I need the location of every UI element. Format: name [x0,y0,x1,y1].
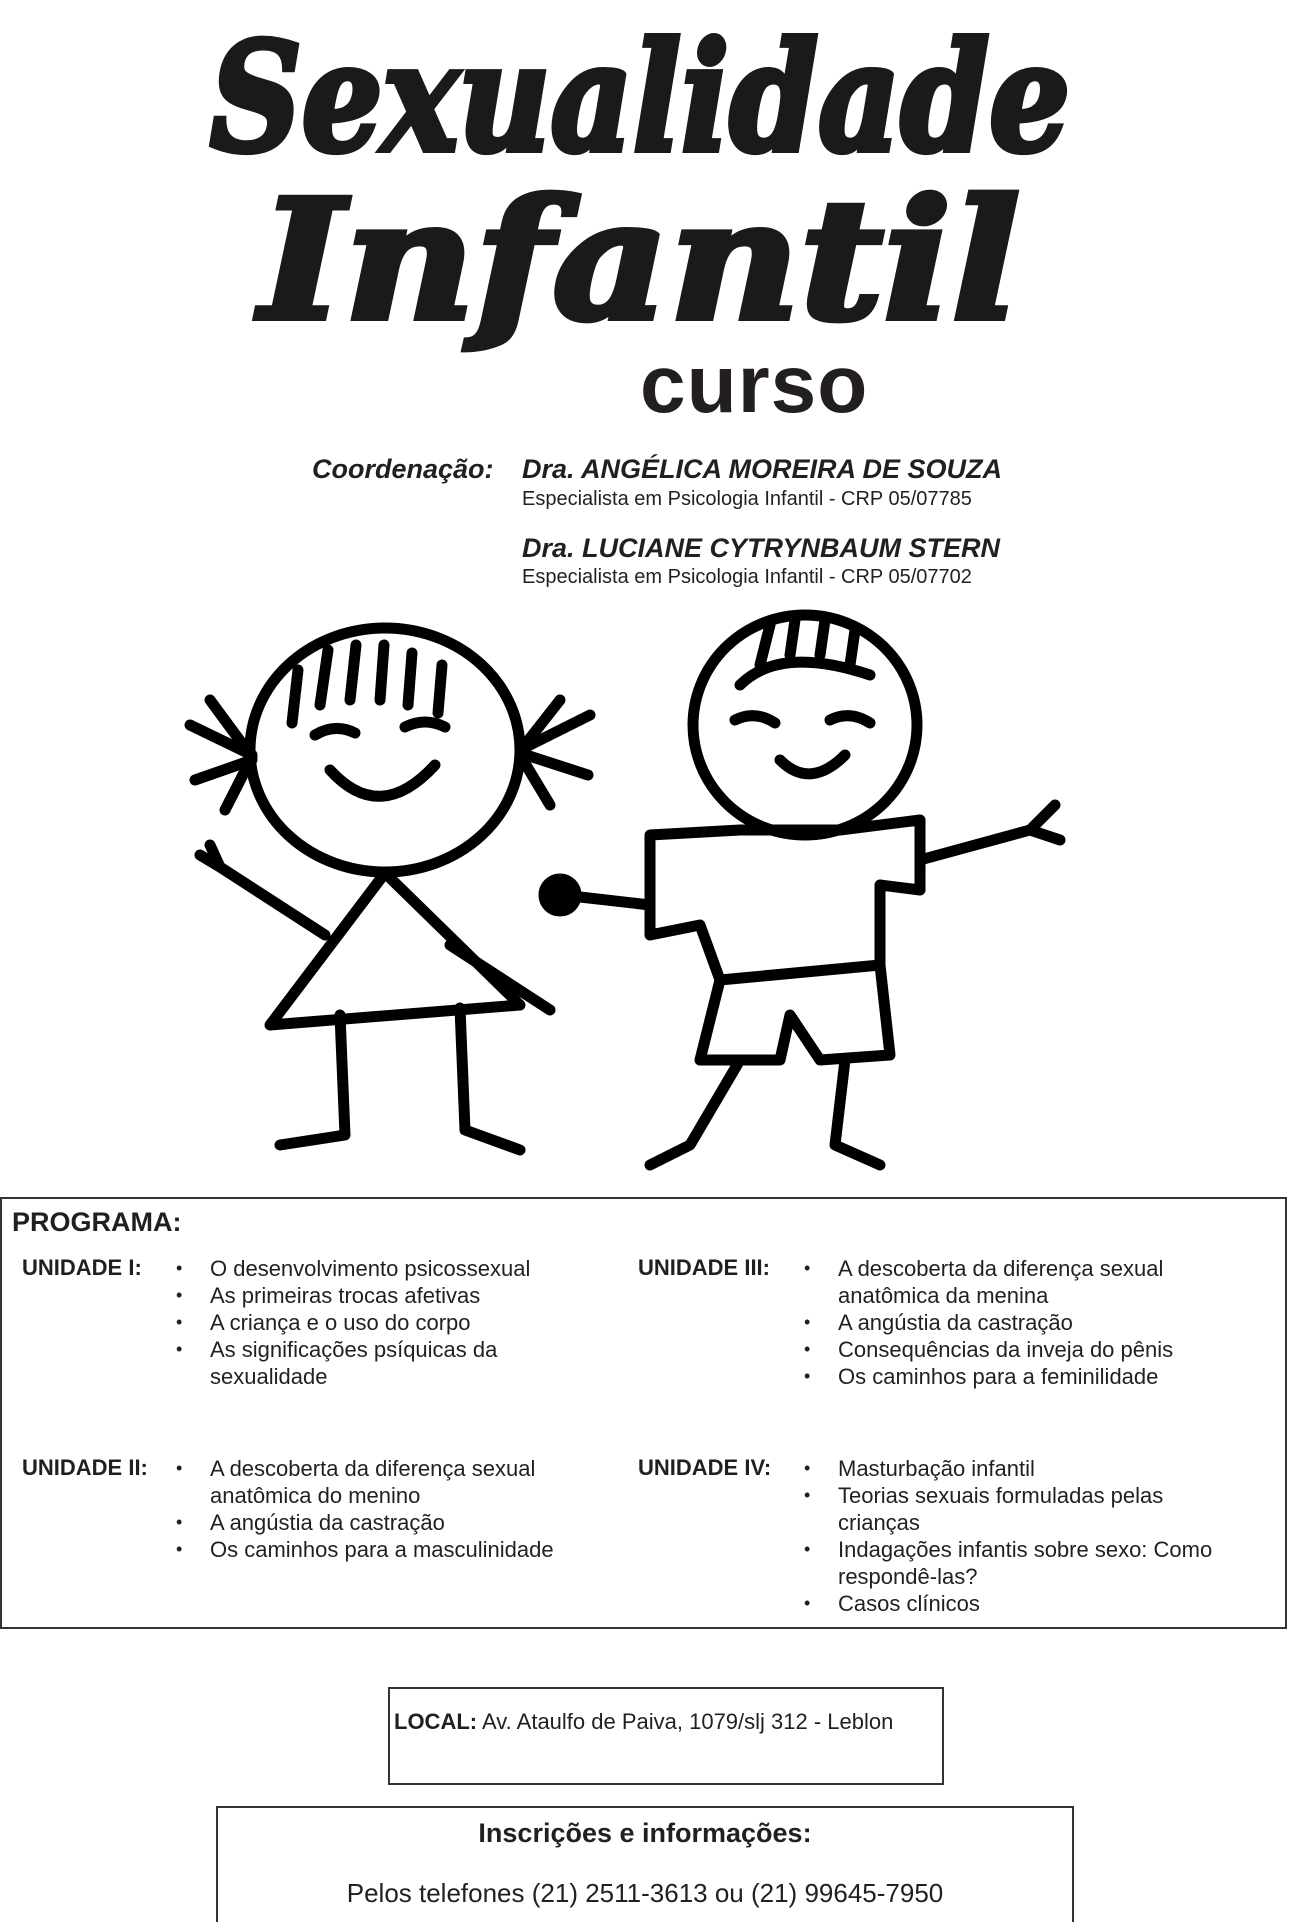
unit-items [804,1255,1268,1390]
unit-items [804,1455,1278,1617]
unit-label: UNIDADE II: [22,1455,148,1480]
coordinator-name: Dra. ANGÉLICA MOREIRA DE SOUZA [522,454,1003,484]
course-label: curso [640,339,869,430]
list-item: • Indagações infantis sobre sexo: Como respondê-las? [804,1536,1278,1590]
location-label: LOCAL: [394,1709,478,1734]
unit-items [176,1255,640,1390]
list-item: • A criança e o uso do corpo [176,1309,640,1336]
program-title: PROGRAMA: [12,1207,182,1237]
list-item: • Os caminhos para a masculinidade [176,1536,640,1563]
registration-phones: Pelos telefones (21) 2511-3613 ou (21) 99645-7950 [346,1878,944,1908]
children-holding-hands-icon [180,605,1080,1175]
list-item: • A descoberta da diferença sexual anatômica da menina [804,1255,1228,1309]
girl-figure [190,628,590,1150]
location-text [394,1709,893,1735]
coordinator-specialty: Especialista em Psicologia Infantil - CRP 05/07702 [522,566,972,588]
unit-label: UNIDADE I: [22,1255,142,1280]
program-box [0,1197,1287,1629]
list-item: • As primeiras trocas afetivas [176,1282,640,1309]
list-item: • A descoberta da diferença sexual anatômica do menino [176,1455,600,1509]
location-box [388,1687,944,1785]
registration-box [216,1806,1074,1922]
unit-label: UNIDADE IV: [638,1455,772,1480]
coordinator-name: Dra. LUCIANE CYTRYNBAUM STERN [522,533,1001,563]
joined-hands [544,879,576,911]
list-item: • Consequências da inveja do pênis [804,1336,1268,1363]
list-item: • Os caminhos para a feminilidade [804,1363,1268,1390]
list-item: • Masturbação infantil [804,1455,1268,1482]
unit-items [176,1455,640,1563]
list-item: • A angústia da castração [176,1509,640,1536]
location-address: Av. Ataulfo de Paiva, 1079/slj 312 - Leblon [482,1709,894,1734]
title-line1: Sexualidade [210,10,1070,186]
list-item: • Casos clínicos [804,1590,1268,1617]
coordinator-specialty: Especialista em Psicologia Infantil - CRP 05/07785 [522,488,972,510]
title-line2: Infantil [255,163,1020,357]
list-item: • Teorias sexuais formuladas pelas crianças [804,1482,1228,1536]
boy-figure [580,615,1060,1165]
registration-title: Inscrições e informações: [478,1818,812,1848]
list-item: • A angústia da castração [804,1309,1268,1336]
unit-label: UNIDADE III: [638,1255,770,1280]
list-item: • O desenvolvimento psicossexual [176,1255,640,1282]
coordination-label: Coordenação: [312,454,494,484]
list-item: • As significações psíquicas da sexualidade [176,1336,550,1390]
